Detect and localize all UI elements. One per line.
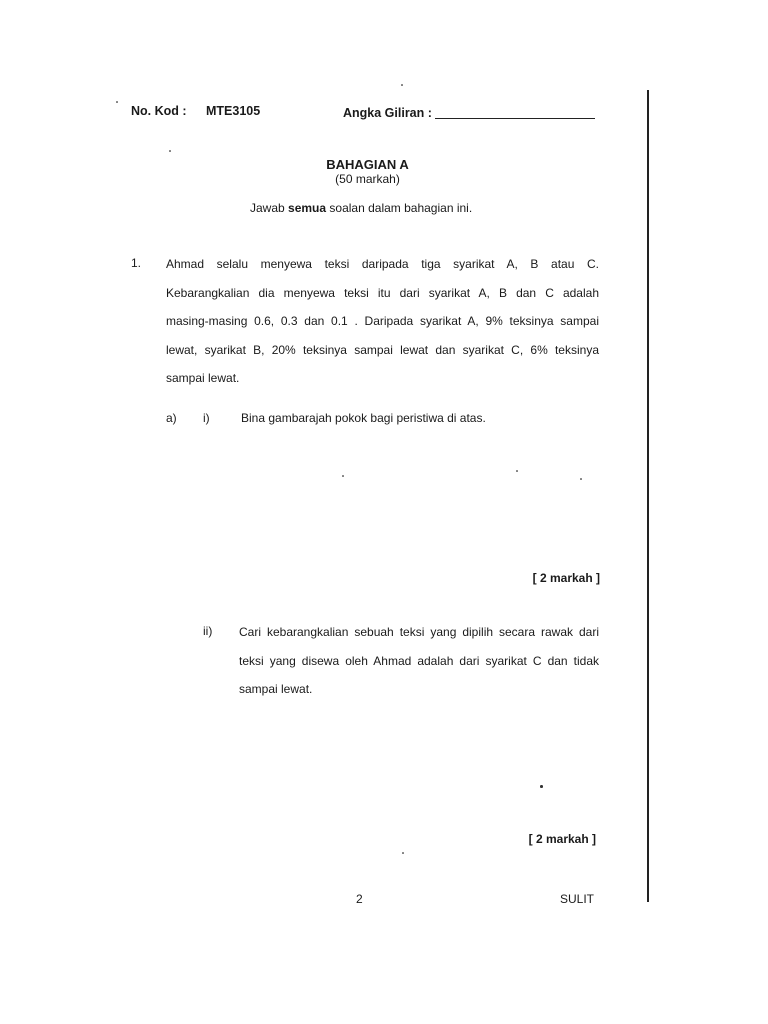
classification-label: SULIT [560, 892, 595, 906]
instruction-bold: semua [288, 201, 327, 215]
scan-speck [342, 475, 344, 477]
scan-speck [516, 470, 518, 472]
sub-ii-label: ii) [203, 624, 213, 638]
page-number: 2 [356, 892, 363, 906]
scan-speck [402, 852, 404, 854]
part-a-label: a) [166, 411, 177, 425]
section-marks: (50 markah) [335, 172, 400, 186]
kod-label: No. Kod : [131, 104, 187, 118]
scan-speck [169, 150, 171, 152]
question-line: masing-masing 0.6, 0.3 dan 0.1 . Daripada syarikat A, 9% teksinya sampai [166, 314, 599, 328]
instruction-post: soalan dalam bahagian ini. [326, 201, 473, 215]
question-line: sampai lewat. [166, 371, 240, 385]
sub-ii-line: teksi yang disewa oleh Ahmad adalah dari syarikat C dan tidak [239, 653, 599, 668]
question-text [166, 256, 599, 399]
sub-i-label: i) [203, 411, 210, 425]
instruction-pre: Jawab [250, 201, 289, 215]
sub-i-marks: [ 2 markah ] [532, 571, 600, 585]
scan-speck [580, 478, 582, 480]
sub-ii-marks: [ 2 markah ] [528, 832, 596, 846]
page-right-border [647, 90, 649, 902]
scan-speck [401, 84, 403, 86]
question-line: Kebarangkalian dia menyewa teksi itu dari syarikat A, B dan C adalah [166, 285, 599, 300]
scan-speck [116, 101, 118, 103]
scan-speck [540, 785, 543, 788]
kod-value: MTE3105 [206, 104, 261, 118]
section-instruction [250, 201, 472, 215]
section-title: BAHAGIAN A [326, 157, 409, 172]
sub-i-text: Bina gambarajah pokok bagi peristiwa di atas. [241, 411, 486, 425]
giliran-label: Angka Giliran : [343, 106, 432, 120]
sub-ii-line: sampai lewat. [239, 682, 313, 696]
sub-ii-line: Cari kebarangkalian sebuah teksi yang dipilih secara rawak dari [239, 625, 599, 639]
sub-ii-text [239, 624, 599, 710]
question-number: 1. [131, 256, 142, 270]
question-line: lewat, syarikat B, 20% teksinya sampai lewat dan syarikat C, 6% teksinya [166, 342, 599, 357]
question-line: Ahmad selalu menyewa teksi daripada tiga syarikat A, B atau C. [166, 257, 599, 271]
giliran-blank-line [435, 118, 595, 119]
